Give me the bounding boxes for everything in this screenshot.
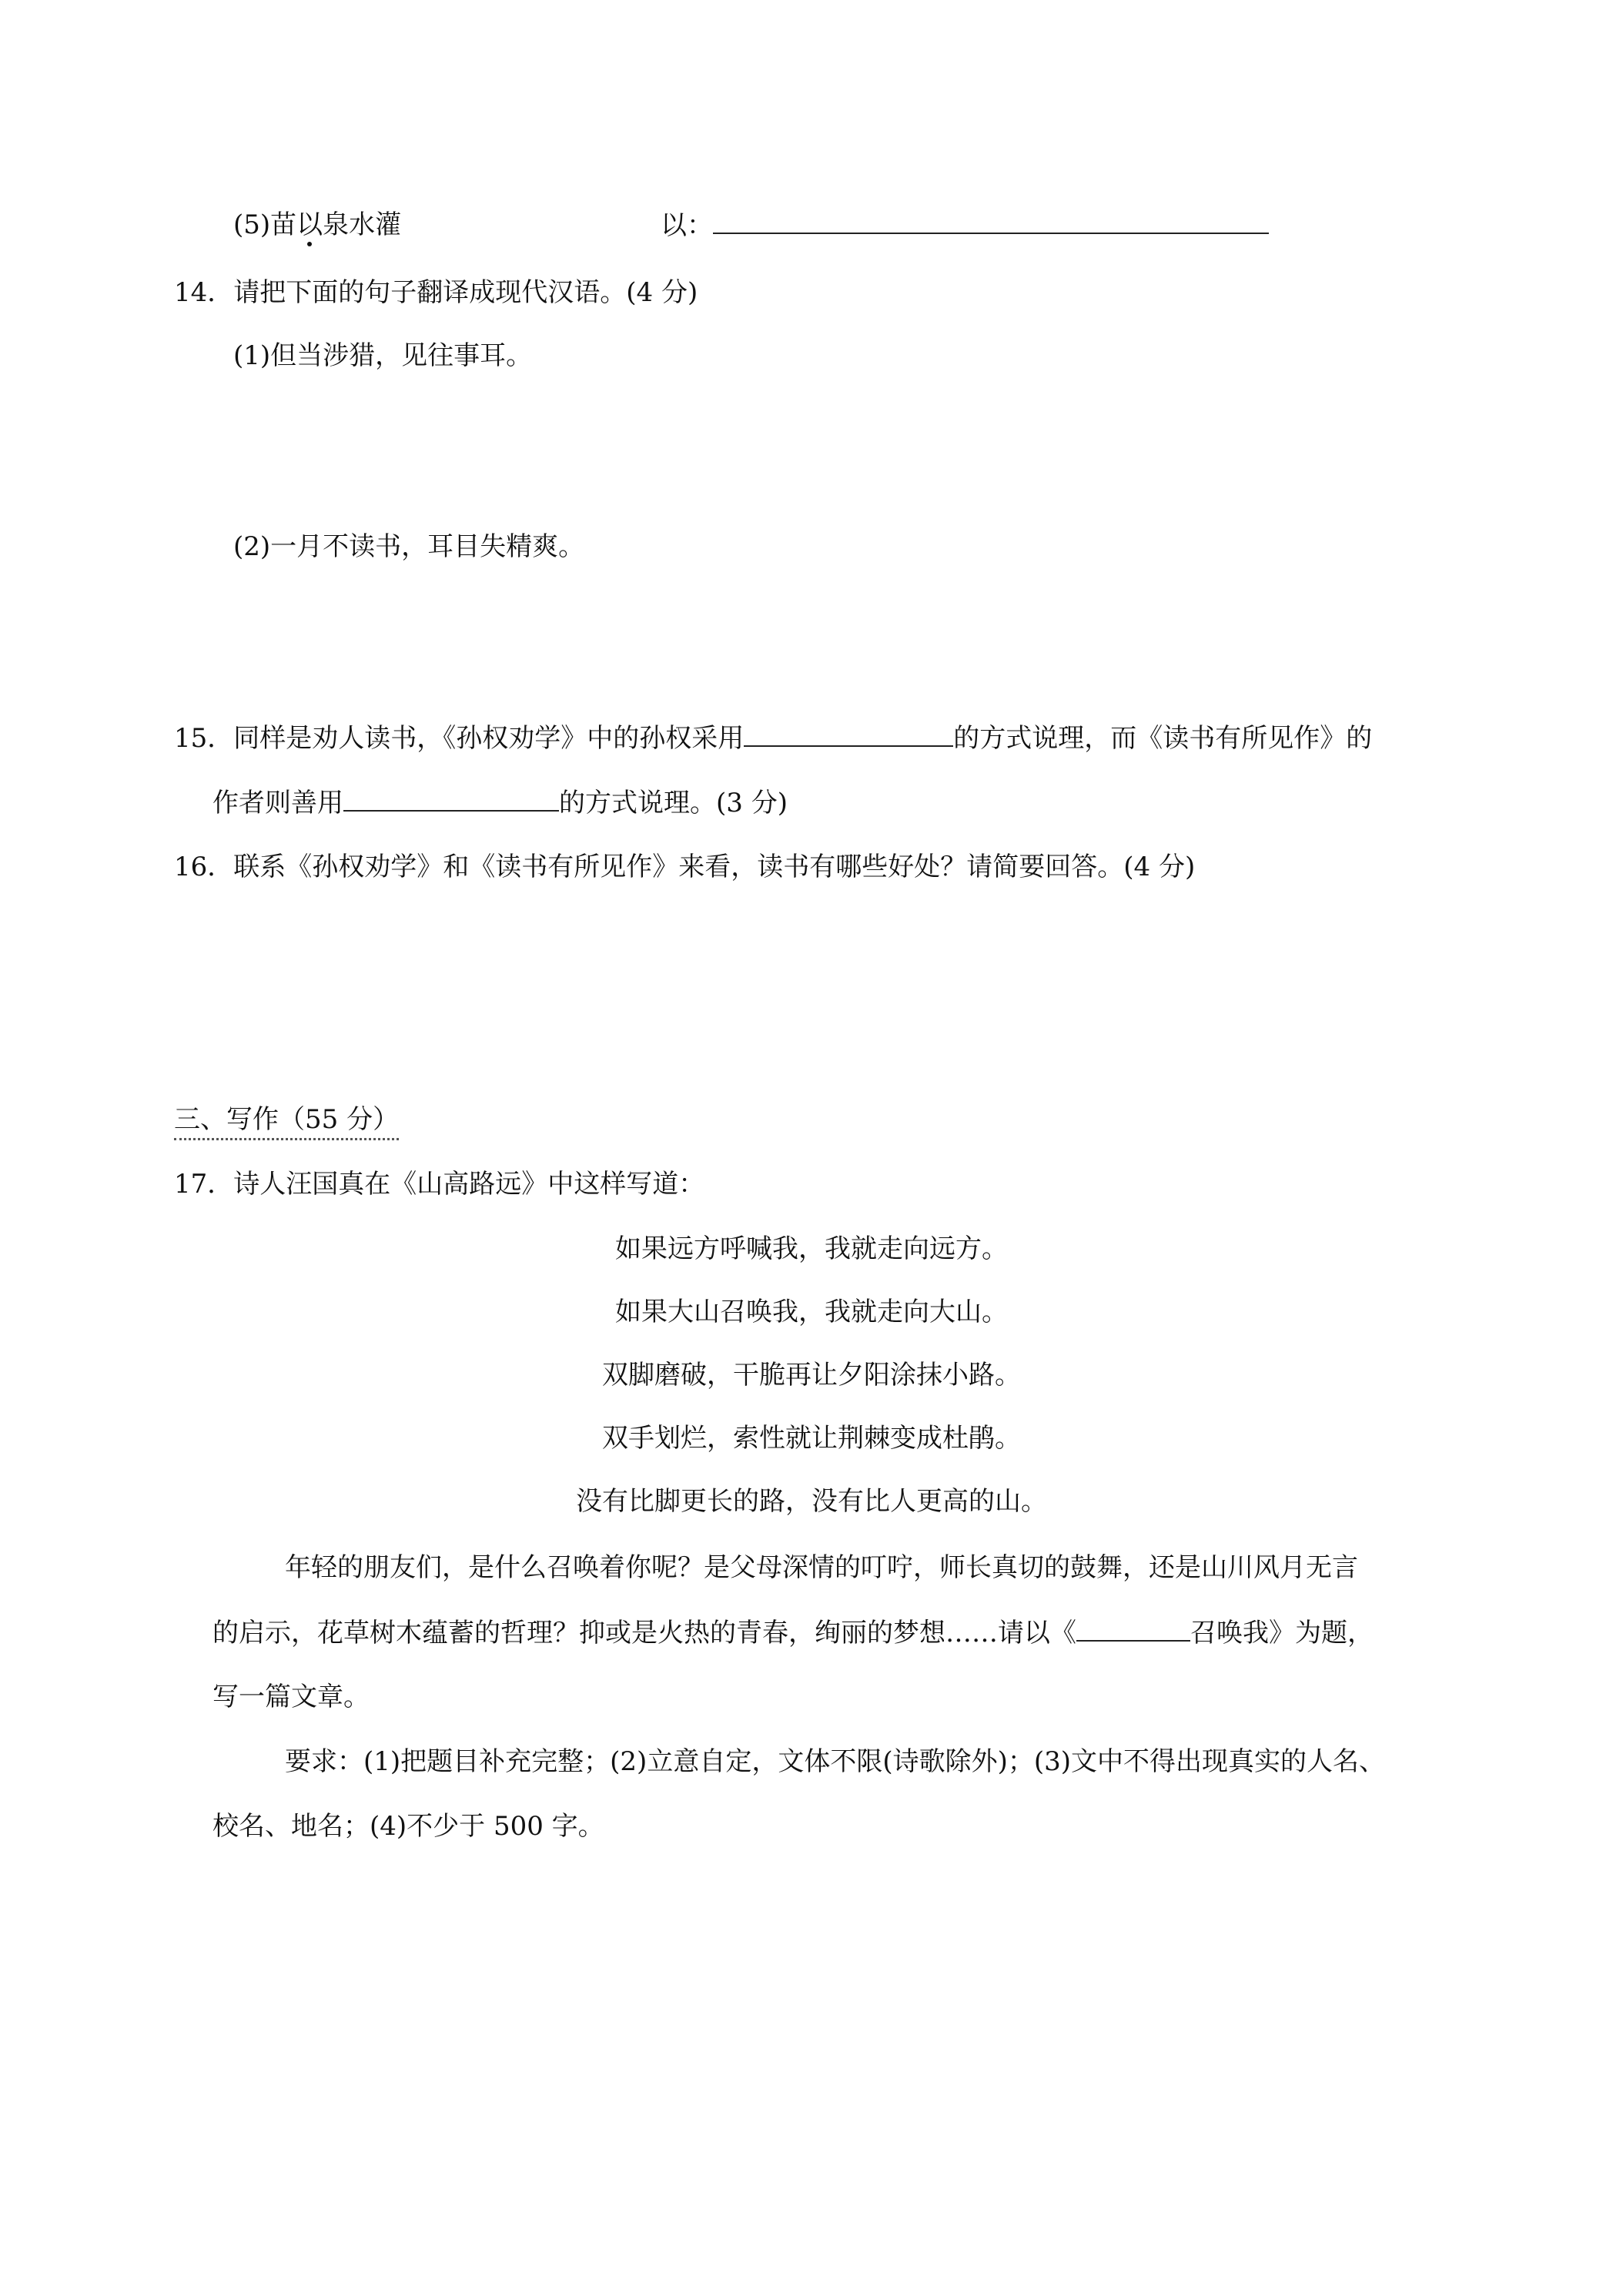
- q15-part-3: 作者则善用: [212, 788, 343, 818]
- poem-line-3: 双脚磨破，干脆再让夕阳涂抹小路。: [602, 1360, 1021, 1391]
- q14-sentence-1: (1)但当涉猎，见往事耳。: [233, 340, 533, 371]
- q14-sentence-2: (2)一月不读书，耳目失精爽。: [233, 531, 585, 562]
- q15-line-1: [174, 722, 1372, 754]
- q17-para-line-2a: 的启示，花草树木蕴蓄的哲理？抑或是火热的青春，绚丽的梦想……请以《: [212, 1618, 1076, 1648]
- q17-para-line-2b: 召唤我》为题，: [1190, 1618, 1374, 1648]
- q17-para-line-1: 年轻的朋友们，是什么召唤着你呢？是父母深情的叮咛，师长真切的鼓舞，还是山川风月无言: [285, 1552, 1358, 1583]
- section-3-heading: [174, 1104, 399, 1135]
- q15-part-1: 15．同样是劝人读书，《孙权劝学》中的孙权采用: [174, 723, 745, 754]
- q17-para-line-2: [212, 1617, 1374, 1648]
- poem-line-4: 双手划烂，索性就让荆棘变成杜鹃。: [602, 1423, 1021, 1454]
- q17-title-blank[interactable]: [1076, 1617, 1190, 1642]
- q17-requirements-line-2: 校名、地名；(4)不少于 500 字。: [212, 1811, 604, 1842]
- q16-stem: 16．联系《孙权劝学》和《读书有所见作》来看，读书有哪些好处？请简要回答。(4 分): [174, 852, 1196, 882]
- q13-item5-answer: [661, 209, 1269, 241]
- section-3-heading-text: 三、写作（55 分）: [174, 1104, 399, 1140]
- q13-item5: [233, 209, 401, 240]
- q13-item5-suffix: 泉水灌: [323, 209, 402, 240]
- q13-answer-label: 以：: [661, 210, 713, 241]
- q17-requirements-line-1: 要求：(1)把题目补充完整；(2)立意自定，文体不限(诗歌除外)；(3)文中不得出现真实的人名、: [285, 1746, 1386, 1777]
- q15-blank-2[interactable]: [343, 787, 559, 812]
- q13-item5-prefix: (5)苗: [233, 209, 297, 240]
- q15-blank-1[interactable]: [744, 722, 953, 747]
- poem-line-5: 没有比脚更长的路，没有比人更高的山。: [576, 1486, 1047, 1517]
- q14-stem: 14．请把下面的句子翻译成现代汉语。(4 分): [174, 277, 698, 308]
- q17-para-line-3: 写一篇文章。: [212, 1682, 370, 1712]
- q13-item5-dotted-char: 以: [296, 209, 323, 240]
- poem-line-2: 如果大山召唤我，我就走向大山。: [615, 1297, 1008, 1327]
- q13-answer-blank[interactable]: [713, 209, 1269, 234]
- q15-part-2: 的方式说理，而《读书有所见作》的: [953, 723, 1373, 754]
- q17-stem: 17．诗人汪国真在《山高路远》中这样写道：: [174, 1169, 705, 1200]
- q15-line-2: [212, 787, 788, 818]
- q15-part-4: 的方式说理。(3 分): [559, 788, 788, 818]
- poem-line-1: 如果远方呼喊我，我就走向远方。: [615, 1233, 1008, 1264]
